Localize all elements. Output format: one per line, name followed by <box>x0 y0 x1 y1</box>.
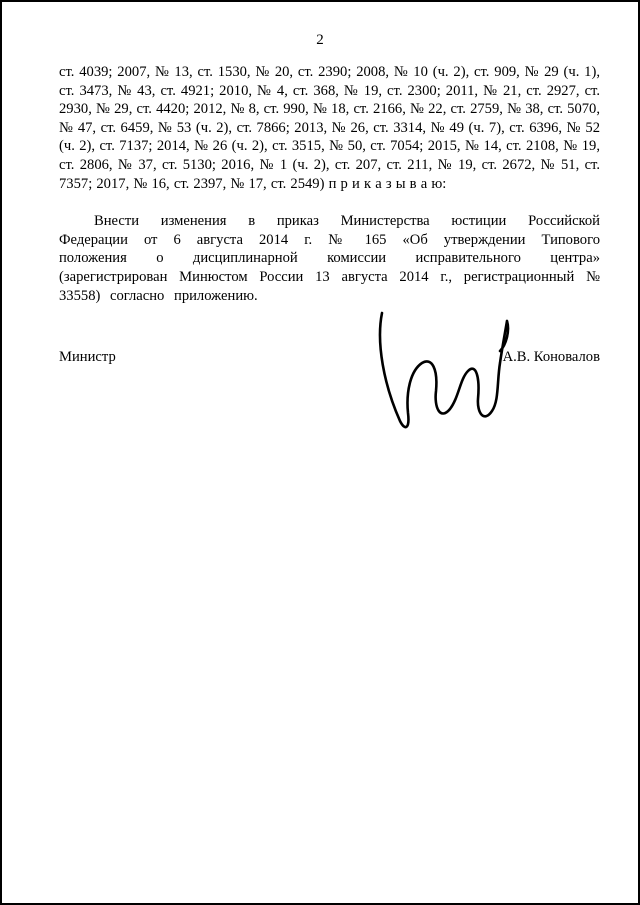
citations-paragraph: ст. 4039; 2007, № 13, ст. 1530, № 20, ст. 2390; 2008, № 10 (ч. 2), ст. 909, № 29 (ч. 1), ст. 3473, № 43, ст. 4921; 2010, № 4, ст. 368, № 19, ст. 2300; 2011, № 21, ст. 2927, ст. 2930, № 29, ст. 4420; 2012, № 8, ст. 990, № 18, ст. 2166, № 22, ст. 2759, № 38, ст. 5070, № 47, ст. 6459, № 53 (ч. 2), ст. 7866; 2013, № 26, ст. 3314, № 49 (ч. 7), ст. 6396, № 52 (ч. 2), ст. 7137; 2014, № 26 (ч. 2), ст. 3515, № 50, ст. 7054; 2015, № 14, ст. 2108, № 19, ст. 2806, № 37, ст. 5130; 2016, № 1 (ч. 2), ст. 207, ст. 211, № 19, ст. 2672, № 51, ст. 7357; 2017, № 16, ст. 2397, № 17, ст. 2549) п р и к а з ы в а ю: <box>59 64 600 192</box>
signature-row <box>59 349 600 366</box>
page-number: 2 <box>316 32 324 48</box>
order-paragraph: Внести изменения в приказ Министерства юстиции Российской Федерации от 6 августа 2014 г. № 165 «Об утверждении Типового положения о дисциплинарной комиссии исправительного центра» (зарегистрирован Минюстом России 13 августа 2014 г., регистрационный № 33558) согласно приложению. <box>59 213 600 304</box>
signer-name: А.В. Коновалов <box>502 349 600 365</box>
minister-signature-icon <box>360 305 520 453</box>
signer-title: Министр <box>59 349 116 365</box>
text-block <box>2 63 638 305</box>
